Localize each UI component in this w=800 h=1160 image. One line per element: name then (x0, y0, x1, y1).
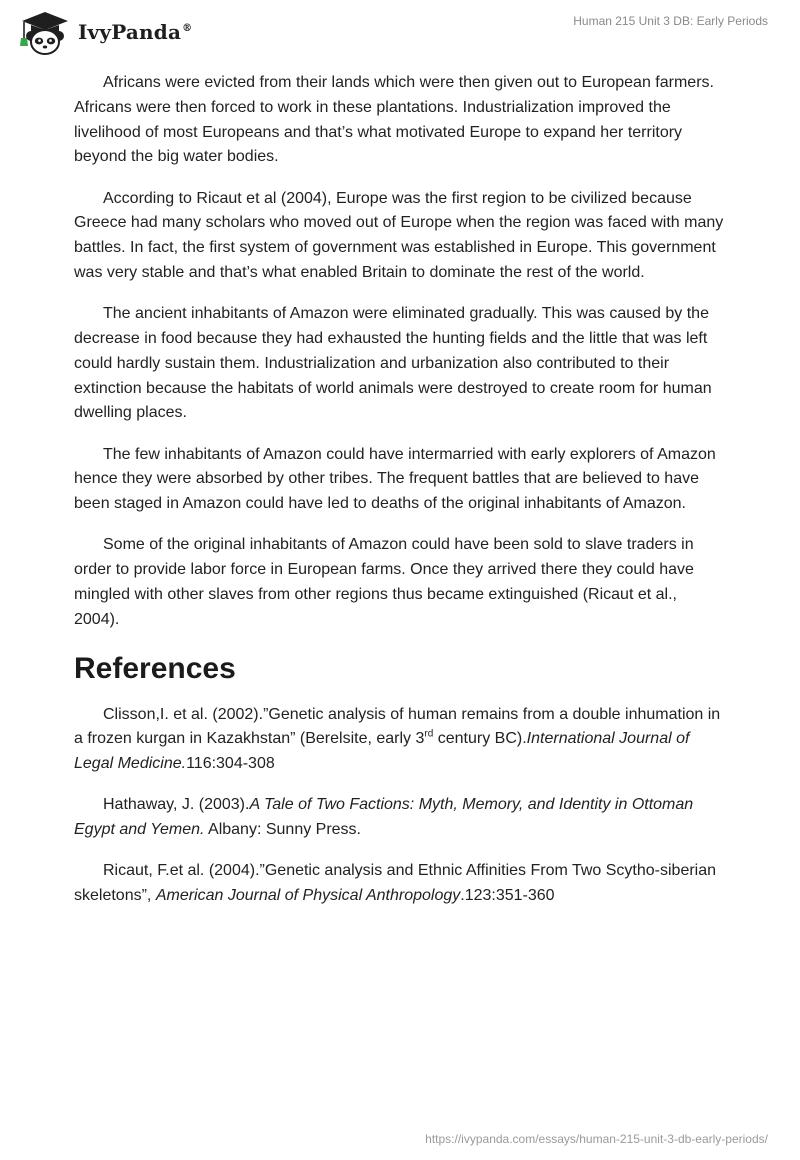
panda-graduation-cap-icon (14, 8, 76, 56)
page-header (0, 0, 800, 64)
brand-logo[interactable] (14, 8, 192, 56)
reference-text: Clisson,I. et al. (2002).”Genetic analysis of human remains from a double inhumation in a frozen kurgan in Kazakhstan” (Berelsite, early 3 (74, 705, 721, 748)
ordinal-suffix: rd (424, 728, 434, 740)
reference-item (74, 859, 724, 909)
journal-title: American Journal of Physical Anthropology (155, 887, 461, 905)
brand-name: IvyPanda® (78, 20, 193, 44)
body-paragraph: The few inhabitants of Amazon could have intermarried with early explorers of Amazon hence they were absorbed by other tribes. The frequent battles that are believed to have been staged in Amazon could have led to deaths of the original inhabitants of Amazon. (74, 445, 716, 513)
reference-text: .123:351-360 (460, 887, 555, 905)
references-heading: References (74, 651, 236, 685)
body-paragraph: According to Ricaut et al (2004), Europe was the first region to be civilized because Greece had many scholars who moved out of Europe when the region was faced with many battles. In fact, the first system of government was established in Europe. This government was very stable and that’s what enabled Britain to dominate the rest of the world. (74, 189, 724, 281)
book-title: A Tale of Two Factions: Myth, Memory, and Identity in Ottoman Egypt and Yemen. (74, 796, 694, 839)
body-paragraph: Some of the original inhabitants of Amazon could have been sold to slave traders in order to provide labor force in European farms. Once they arrived there they could have mingled with other slaves from other regions thus became extinguished (Ricaut et al., 2004). (74, 536, 694, 628)
reference-text: Hathaway, J. (2003). (103, 796, 250, 814)
source-url[interactable]: https://ivypanda.com/essays/human-215-unit-3-db-early-periods/ (425, 1132, 768, 1146)
document-title: Human 215 Unit 3 DB: Early Periods (573, 14, 768, 28)
reference-item (74, 793, 724, 843)
reference-text: Ricaut, F.et al. (2004).”Genetic analysis and Ethnic Affinities From Two Scytho-siberian skeletons”, (74, 862, 717, 905)
reference-item (74, 703, 724, 777)
essay-content (74, 71, 724, 925)
reference-text: century BC). (433, 730, 527, 748)
journal-title: International Journal of Legal Medicine. (74, 730, 690, 773)
reference-text: 116:304-308 (186, 755, 275, 773)
registered-mark: ® (182, 23, 193, 35)
body-paragraph: The ancient inhabitants of Amazon were eliminated gradually. This was caused by the decrease in food because they had exhausted the hunting fields and the little that was left could hardly sustain them. Industrialization and urbanization also contributed to their extinction because the habitats of world animals were destroyed to create room for human dwelling places. (74, 305, 712, 422)
body-paragraph: Africans were evicted from their lands which were then given out to European farmers. Africans were then forced to work in these plantations. Industrialization improved the livelihood of most Europeans and that’s what motivated Europe to expand her territory beyond the big water bodies. (74, 74, 714, 166)
reference-text: Albany: Sunny Press. (204, 821, 361, 839)
